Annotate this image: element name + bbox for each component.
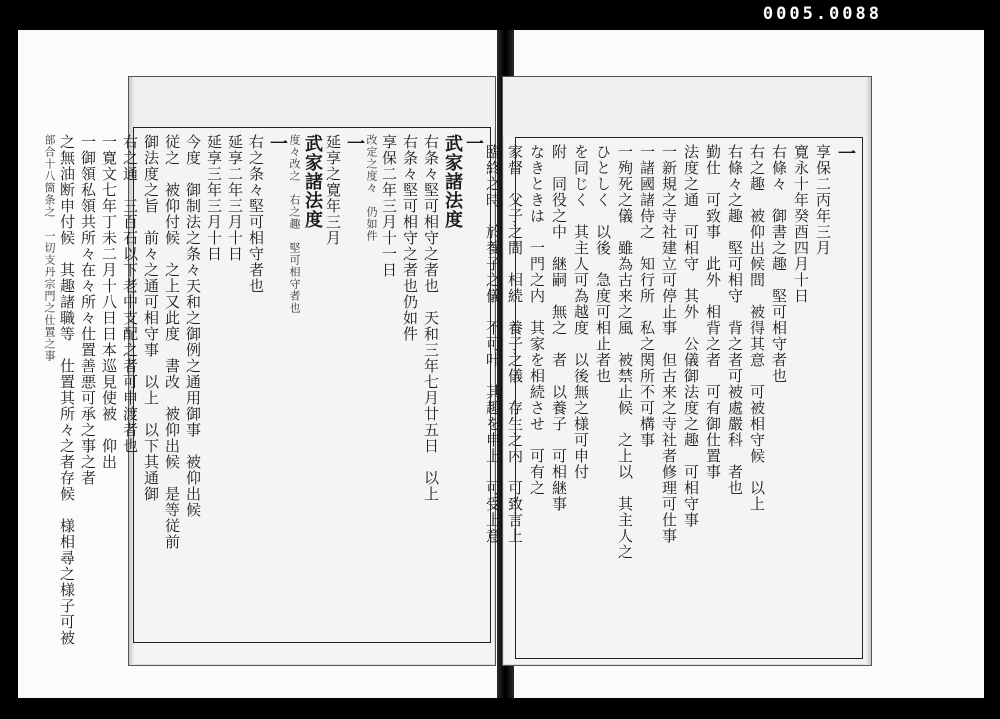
text-column: 勤仕 可致事 此外 相背之者 可有御仕置事	[704, 144, 722, 480]
text-column: 一	[267, 134, 288, 153]
left-page-top-margin	[129, 77, 495, 127]
text-column: 一諸國諸侍之 知行所 私之関所不可構事	[638, 144, 656, 448]
text-column: 右之趣 被仰出候間 被得其意 可被相守候 以上	[748, 144, 766, 512]
text-column: 部合十八箇条之 一切支丹宗門之仕置之事	[43, 134, 56, 362]
text-column: 武家諸法度	[302, 134, 323, 229]
text-column: 今度 御制法之条々天和之御例之通用御事 被仰出候	[184, 134, 202, 518]
left-page-columns	[43, 134, 484, 646]
right-page	[484, 76, 872, 666]
text-column: 家督 父子之間 相続 養子之儀 存生之内 可致言上	[506, 144, 524, 544]
text-column: ひとしく 以後 急度可相止者也	[594, 144, 612, 384]
text-column: なきときは 一門之内 其家を相続させ 可有之	[528, 144, 546, 496]
left-page-text-frame	[43, 127, 491, 646]
text-column: 右之通 三百石以下老中支配之者可申渡者也	[121, 134, 139, 454]
text-column: 延享之寛年三月	[324, 134, 342, 246]
text-column: を同じく 其主人可為越度 以後無之様可申付	[572, 144, 590, 480]
text-column: 右条々堅可相守之者也 天和三年七月廿五日 以上	[422, 134, 440, 502]
text-column: 右條々之趣 堅可相守 背之者可被處嚴科 者也	[726, 144, 744, 496]
text-column: 享保二年三月十一日	[380, 134, 398, 278]
text-column: 一御領私領共所々在々所々仕置善悪可承之事之者	[79, 134, 97, 486]
text-column: 右条々堅可相守之者也仍如件	[401, 134, 419, 342]
right-page-columns	[484, 144, 856, 652]
text-column: 享保二丙年三月	[814, 144, 832, 256]
text-column: 延享二年三月十日	[226, 134, 244, 262]
microfilm-frame-number: 0005.0088	[762, 4, 882, 24]
left-page	[43, 76, 496, 666]
text-column: 法度之通 可相守 其外 公儀御法度之趣 可相守事	[682, 144, 700, 528]
text-column: 一	[835, 144, 856, 163]
text-column: 一殉死之儀 雖為古来之風 被禁止候 之上以 其主人之	[616, 144, 634, 560]
text-column: 武家諸法度	[442, 134, 463, 229]
right-page-fold-shadow	[865, 77, 871, 665]
text-column: 御法度之旨 前々之通可相守事 以上 以下其通御	[142, 134, 160, 502]
text-column: 改定之度々 仍如件	[365, 134, 378, 242]
text-column: 一新規之寺社建立可停止事 但古来之寺社者修理可仕事	[660, 144, 678, 544]
right-page-text-frame	[484, 137, 863, 659]
text-column: 右之条々堅可相守者也	[247, 134, 265, 294]
right-page-top-margin	[503, 77, 871, 137]
text-column: 臨終之時 於養子之儀 不可叶 其趣を申上 可受上意	[484, 144, 502, 544]
text-column: 寛永十年癸酉四月十日	[792, 144, 810, 304]
text-column: 従之 被仰付候 之上又此度 書改 被仰出候 是等従前	[163, 134, 181, 550]
text-column: 附 同役之中 継嗣 無之 者 以養子 可相継事	[550, 144, 568, 512]
text-column: 延享三年三月十日	[205, 134, 223, 262]
text-column: 右條々 御書之趣 堅可相守者也	[770, 144, 788, 384]
text-column: 度々改之 右之趣 堅可相守者也	[288, 134, 301, 314]
text-column: 一寛文七年丁未二月十八日日本巡見使被 仰出	[100, 134, 118, 470]
text-column: 之無油断申付候 其趣諸職等 仕置其所々之者存候 様相尋之様子可被	[58, 134, 76, 646]
text-column: 一	[344, 134, 365, 153]
text-column: 一	[463, 134, 484, 153]
